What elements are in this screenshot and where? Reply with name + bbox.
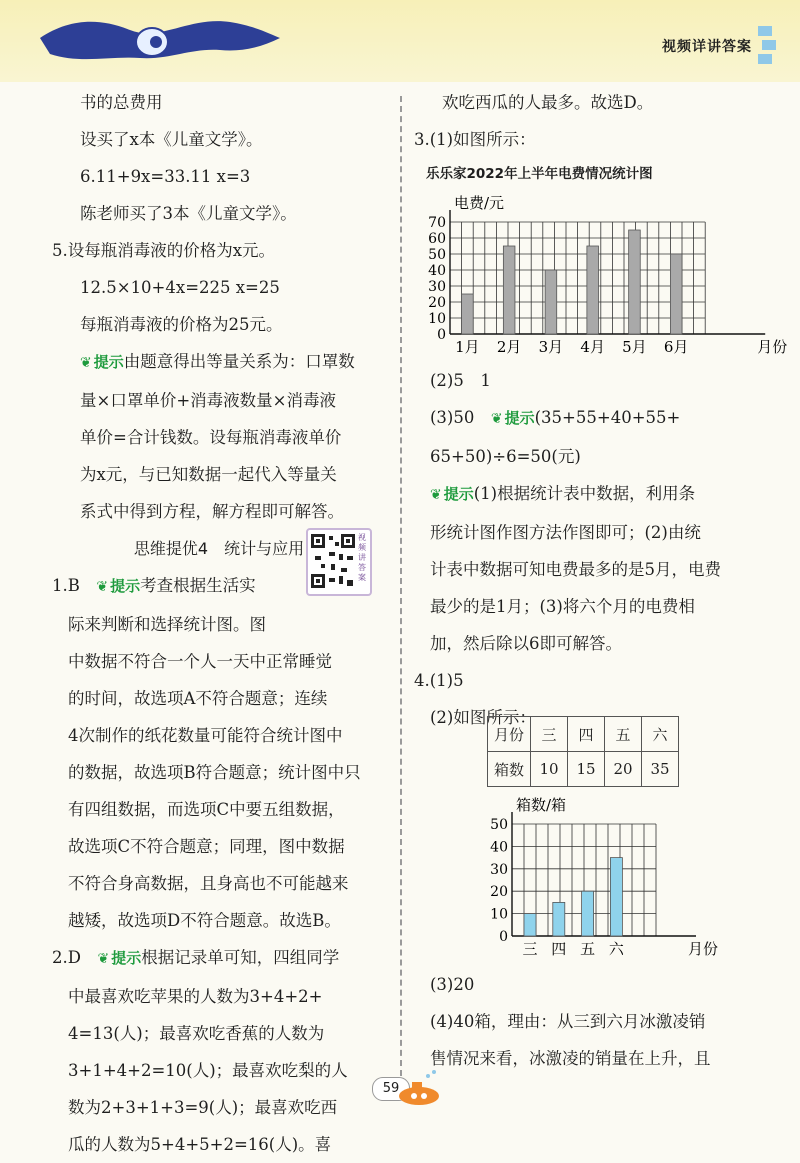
question-number: 2.D: [52, 948, 81, 967]
submarine-icon: [394, 1068, 444, 1108]
y-tick-label: 60: [428, 231, 446, 247]
question-line: [52, 939, 386, 978]
text-line: (3)20: [430, 975, 475, 994]
table-cell: 15: [568, 752, 605, 787]
table-cell: 五: [605, 717, 642, 752]
table-row: [488, 717, 679, 752]
table-cell: 三: [531, 717, 568, 752]
text-line: 12.5×10+4x=225 x=25: [80, 278, 280, 297]
electricity-bar-chart: [420, 188, 788, 368]
qr-code[interactable]: [306, 528, 372, 596]
right-column: [414, 84, 754, 158]
x-tick-label: 六: [608, 940, 624, 958]
hint-label: 提示: [504, 409, 535, 427]
text-line: 加，然后除以6即可解答。: [430, 634, 622, 653]
y-tick-label: 0: [437, 327, 446, 343]
text-line: 4.(1)5: [414, 671, 464, 690]
hint-label: 提示: [93, 353, 124, 371]
hint-line: [414, 475, 754, 514]
x-tick-label: 1月: [455, 338, 480, 356]
box-count-table: [487, 716, 679, 787]
text-line: 故选项C不符合题意；同理，图中数据: [68, 837, 345, 856]
text-line: 4次制作的纸花数量可能符合统计图中: [68, 726, 343, 745]
y-tick-label: 30: [428, 279, 446, 295]
text-line: 4=13(人)；最喜欢吃香蕉的人数为: [68, 1024, 325, 1043]
bar: [610, 858, 622, 936]
right-column-part2: [414, 362, 754, 736]
text-line: 最少的是1月；(3)将六个月的电费相: [430, 597, 695, 616]
hint-label: 提示: [110, 577, 141, 595]
text-line: 越矮，故选项D不符合题意。故选B。: [68, 911, 341, 930]
x-tick-label: 2月: [496, 338, 522, 356]
x-tick-label: 4月: [580, 338, 605, 356]
text-line: 的时间，故选项A不符合题意；连续: [68, 689, 328, 708]
text-line: 6.11+9x=33.11 x=3: [80, 167, 251, 186]
y-tick-label: 50: [490, 817, 508, 833]
x-tick-label: 6月: [663, 338, 689, 356]
text-line: 3.(1)如图所示：: [414, 130, 536, 149]
text-line: (2)如图所示：: [430, 708, 536, 727]
text-line: 系式中得到方程，解方程即可解答。: [80, 502, 344, 521]
x-tick-label: 五: [580, 940, 596, 958]
y-tick-label: 20: [490, 884, 508, 901]
bar: [587, 246, 599, 334]
y-tick-label: 70: [428, 215, 446, 231]
text-line: 瓜的人数为5+4+5+2=16(人)。喜: [68, 1135, 332, 1154]
text-line: 不符合身高数据，且身高也不可能越来: [68, 874, 349, 893]
bar: [503, 246, 515, 334]
bar: [553, 902, 565, 936]
text-line: 65+50)÷6=50(元): [430, 447, 581, 466]
hint-text: (35+55+40+55+: [534, 408, 681, 427]
text-line: 形统计图作图方法作图即可；(2)由统: [430, 523, 701, 542]
qr-code-icon: [311, 534, 355, 588]
x-axis-label: 月份: [757, 338, 788, 356]
bar: [545, 270, 557, 334]
y-axis-label: 电费/元: [454, 194, 505, 212]
y-tick-label: 50: [428, 247, 446, 263]
bar: [629, 230, 641, 334]
question-number: 1.B: [52, 576, 80, 595]
y-tick-label: 10: [490, 906, 508, 923]
hint-line: [52, 343, 386, 382]
text-line: 有四组数据，而选项C中要五组数据，: [68, 800, 345, 819]
bar: [462, 294, 474, 334]
text-line: 欢吃西瓜的人最多。故选D。: [442, 93, 654, 112]
table-row: [488, 752, 679, 787]
y-tick-label: 10: [428, 311, 446, 327]
bar: [670, 254, 682, 334]
table-cell: 20: [605, 752, 642, 787]
hint-label: 提示: [111, 949, 142, 967]
table-cell: 四: [568, 717, 605, 752]
left-column: [52, 84, 386, 1163]
hint-text: 根据记录单可知，四组同学: [141, 948, 340, 967]
table-cell: 10: [531, 752, 568, 787]
y-tick-label: 0: [499, 929, 508, 945]
leaf-icon: ❦: [80, 355, 92, 371]
text-line: 计表中数据可知电费最多的是5月，电费: [430, 560, 721, 579]
y-tick-label: 40: [490, 839, 508, 856]
text-line: (4)40箱，理由：从三到六月冰激凌销: [430, 1012, 706, 1031]
right-column-part3: [414, 966, 754, 1077]
leaf-icon: ❦: [490, 411, 503, 427]
text-line: 为x元，与已知数据一起代入等量关: [80, 465, 337, 484]
header-wave-icon: [40, 8, 280, 68]
box-count-bar-chart: [476, 796, 719, 964]
y-tick-label: 40: [428, 263, 446, 279]
text-line: 量×口罩单价+消毒液数量×消毒液: [80, 391, 336, 410]
qr-label: 视频讲答案: [358, 533, 366, 582]
leaf-icon: ❦: [430, 487, 442, 503]
table-cell: 六: [642, 717, 679, 752]
x-tick-label: 3月: [538, 338, 564, 356]
chart-title: 乐乐家2022年上半年电费情况统计图: [426, 166, 653, 182]
text-line: 每瓶消毒液的价格为25元。: [80, 315, 283, 334]
hint-text: (1)根据统计表中数据，利用条: [473, 484, 696, 503]
hint-text: 由题意得出等量关系为：口罩数: [123, 352, 355, 371]
x-axis-label: 月份: [688, 940, 719, 958]
text-line: 中数据不符合一个人一天中正常睡觉: [68, 652, 332, 671]
text-line: (2)5 1: [430, 371, 491, 390]
bar: [524, 914, 536, 936]
hint-label: 提示: [443, 485, 474, 503]
text-line: 售情况来看，冰激凌的销量在上升，且: [430, 1049, 711, 1068]
text-line: 数为2+3+1+3=9(人)；最喜欢吃西: [68, 1098, 338, 1117]
section-title: 思维提优4 统计与应用: [133, 539, 305, 558]
hint-text: 考查根据生活实: [140, 576, 256, 595]
text-line: 单价=合计钱数。设每瓶消毒液单价: [80, 428, 342, 447]
y-tick-label: 30: [490, 861, 508, 878]
table-cell: 35: [642, 752, 679, 787]
hint-line: [414, 399, 754, 438]
answer: (3)50: [430, 408, 475, 427]
text-line: 的数据，故选项B符合题意；统计图中只: [68, 763, 361, 782]
header-title: 视频详讲答案: [662, 39, 752, 55]
column-divider: [400, 96, 402, 1076]
table-cell: 月份: [488, 717, 531, 752]
leaf-icon: ❦: [97, 951, 110, 967]
text-line: 书的总费用: [80, 93, 163, 112]
table-cell: 箱数: [488, 752, 531, 787]
y-tick-label: 20: [428, 295, 446, 311]
y-axis-label: 箱数/箱: [516, 796, 567, 814]
text-line: 中最喜欢吃苹果的人数为3+4+2+: [68, 987, 323, 1006]
text-line: 际来判断和选择统计图。图: [68, 615, 266, 634]
book-deco-icon: [756, 24, 778, 68]
x-tick-label: 5月: [622, 338, 647, 356]
x-tick-label: 四: [551, 940, 567, 958]
text-line: 设买了x本《儿童文学》。: [80, 130, 263, 149]
x-tick-label: 三: [522, 940, 538, 958]
page-number: 59: [372, 1077, 410, 1101]
bar: [582, 891, 594, 936]
text-line: 陈老师买了3本《儿童文学》。: [80, 204, 297, 223]
text-line: 3+1+4+2=10(人)；最喜欢吃梨的人: [68, 1061, 348, 1080]
leaf-icon: ❦: [96, 579, 109, 595]
text-line: 5.设每瓶消毒液的价格为x元。: [52, 241, 276, 260]
